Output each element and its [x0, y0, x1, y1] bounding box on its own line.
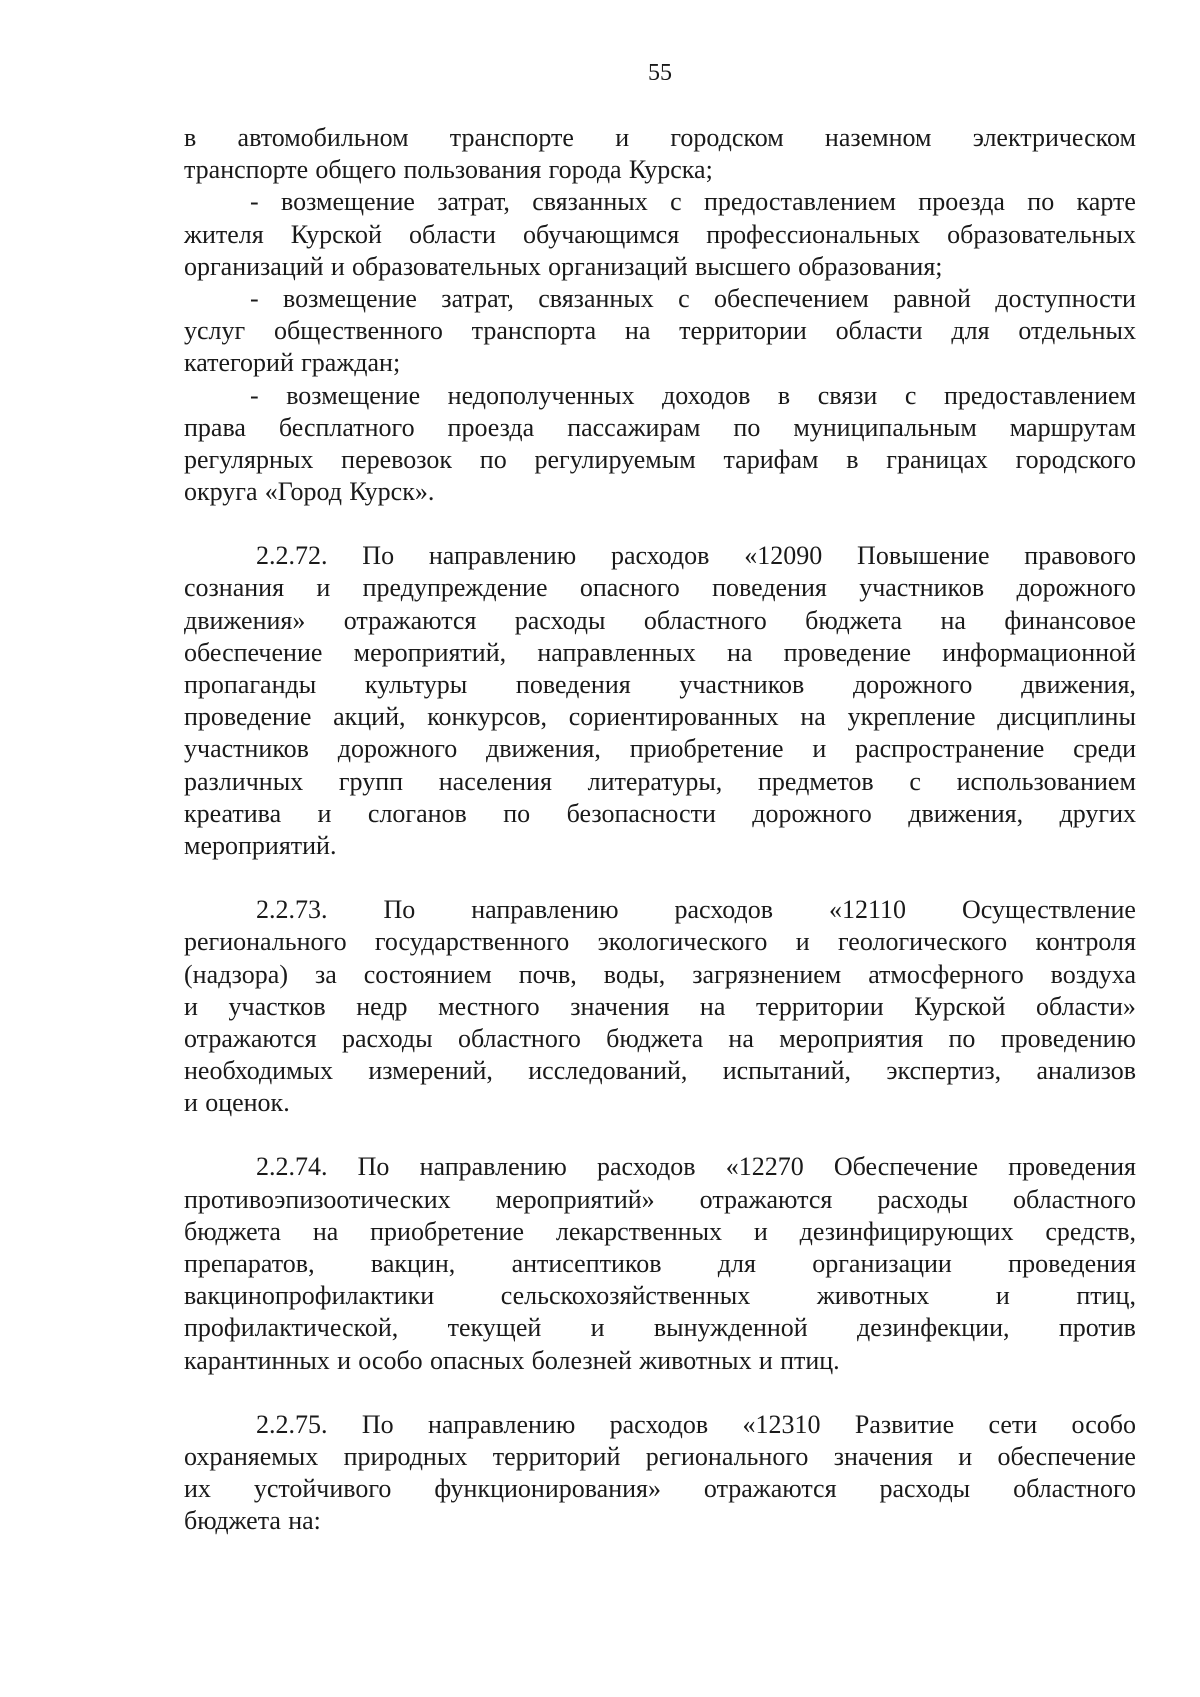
- text-line: проведение акций, конкурсов, сориентированных на укрепление дисциплины: [184, 702, 1136, 732]
- text-line: и участков недр местного значения на территории Курской области»: [184, 991, 1136, 1021]
- text-line: - возмещение затрат, связанных с предоставлением проезда по карте: [250, 187, 1136, 217]
- text-line: сознания и предупреждение опасного поведения участников дорожного: [184, 573, 1136, 603]
- text-line: необходимых измерений, исследований, испытаний, экспертиз, анализов: [184, 1056, 1136, 1086]
- text-line: организаций и образовательных организаций высшего образования;: [184, 251, 943, 281]
- text-line: препаратов, вакцин, антисептиков для организации проведения: [184, 1249, 1136, 1278]
- paragraph-p-2-2-73: [184, 894, 1136, 1119]
- paragraph-spacer: [184, 508, 1136, 540]
- text-line: противоэпизоотических мероприятий» отражаются расходы областного: [184, 1184, 1136, 1214]
- text-line: профилактической, текущей и вынужденной дезинфекции, против: [184, 1313, 1136, 1343]
- text-line: регионального государственного экологического и геологического контроля: [184, 927, 1136, 957]
- paragraph-p-bullet-2: [184, 283, 1136, 380]
- text-line: креатива и слоганов по безопасности дорожного движения, других: [184, 798, 1136, 828]
- text-line: категорий граждан;: [184, 348, 401, 378]
- text-line: (надзора) за состоянием почв, воды, загрязнением атмосферного воздуха: [184, 959, 1136, 989]
- text-line: 2.2.72. По направлению расходов «12090 Повышение правового: [256, 541, 1136, 571]
- text-line: различных групп населения литературы, предметов с использованием: [184, 766, 1136, 796]
- text-line: в автомобильном транспорте и городском наземном электрическом: [184, 123, 1136, 152]
- text-line: услуг общественного транспорта на территории области для отдельных: [184, 316, 1136, 346]
- paragraph-p-bullet-3: [184, 380, 1136, 509]
- paragraph-p-2-2-75: [184, 1409, 1136, 1538]
- text-line: 2.2.73. По направлению расходов «12110 Осуществление: [256, 895, 1136, 925]
- paragraph-p-2-2-74: [184, 1151, 1136, 1376]
- text-line: регулярных перевозок по регулируемым тарифам в границах городского: [184, 444, 1136, 474]
- text-line: их устойчивого функционирования» отражаются расходы областного: [184, 1474, 1136, 1504]
- text-line: 2.2.75. По направлению расходов «12310 Развитие сети особо: [256, 1409, 1136, 1439]
- text-line: участников дорожного движения, приобретение и распространение среди: [184, 734, 1136, 764]
- page-number: 55: [648, 60, 672, 86]
- text-line: вакцинопрофилактики сельскохозяйственных животных и птиц,: [184, 1281, 1136, 1311]
- text-line: - возмещение недополученных доходов в связи с предоставлением: [250, 380, 1136, 410]
- text-line: пропаганды культуры поведения участников дорожного движения,: [184, 670, 1136, 699]
- document-body: [184, 122, 1136, 1538]
- paragraph-spacer: [184, 862, 1136, 894]
- paragraph-p-2-2-72: [184, 540, 1136, 862]
- text-line: округа «Город Курск».: [184, 477, 435, 507]
- text-line: права бесплатного проезда пассажирам по муниципальным маршрутам: [184, 412, 1136, 442]
- text-line: охраняемых природных территорий регионального значения и обеспечение: [184, 1441, 1136, 1471]
- paragraph-p-bullet-1: [184, 186, 1136, 283]
- paragraph-spacer: [184, 1377, 1136, 1409]
- text-line: отражаются расходы областного бюджета на мероприятия по проведению: [184, 1023, 1136, 1053]
- text-line: мероприятий.: [184, 830, 337, 860]
- text-line: бюджета на:: [184, 1506, 321, 1536]
- text-line: обеспечение мероприятий, направленных на проведение информационной: [184, 637, 1136, 667]
- text-line: движения» отражаются расходы областного бюджета на финансовое: [184, 605, 1136, 635]
- text-line: бюджета на приобретение лекарственных и дезинфицирующих средств,: [184, 1216, 1136, 1246]
- text-line: транспорте общего пользования города Курска;: [184, 155, 713, 185]
- paragraph-p-cont: [184, 122, 1136, 186]
- text-line: и оценок.: [184, 1088, 290, 1118]
- text-line: - возмещение затрат, связанных с обеспечением равной доступности: [250, 283, 1136, 313]
- text-line: жителя Курской области обучающимся профессиональных образовательных: [184, 219, 1136, 249]
- paragraph-spacer: [184, 1119, 1136, 1151]
- text-line: 2.2.74. По направлению расходов «12270 Обеспечение проведения: [256, 1152, 1136, 1182]
- text-line: карантинных и особо опасных болезней животных и птиц.: [184, 1345, 840, 1375]
